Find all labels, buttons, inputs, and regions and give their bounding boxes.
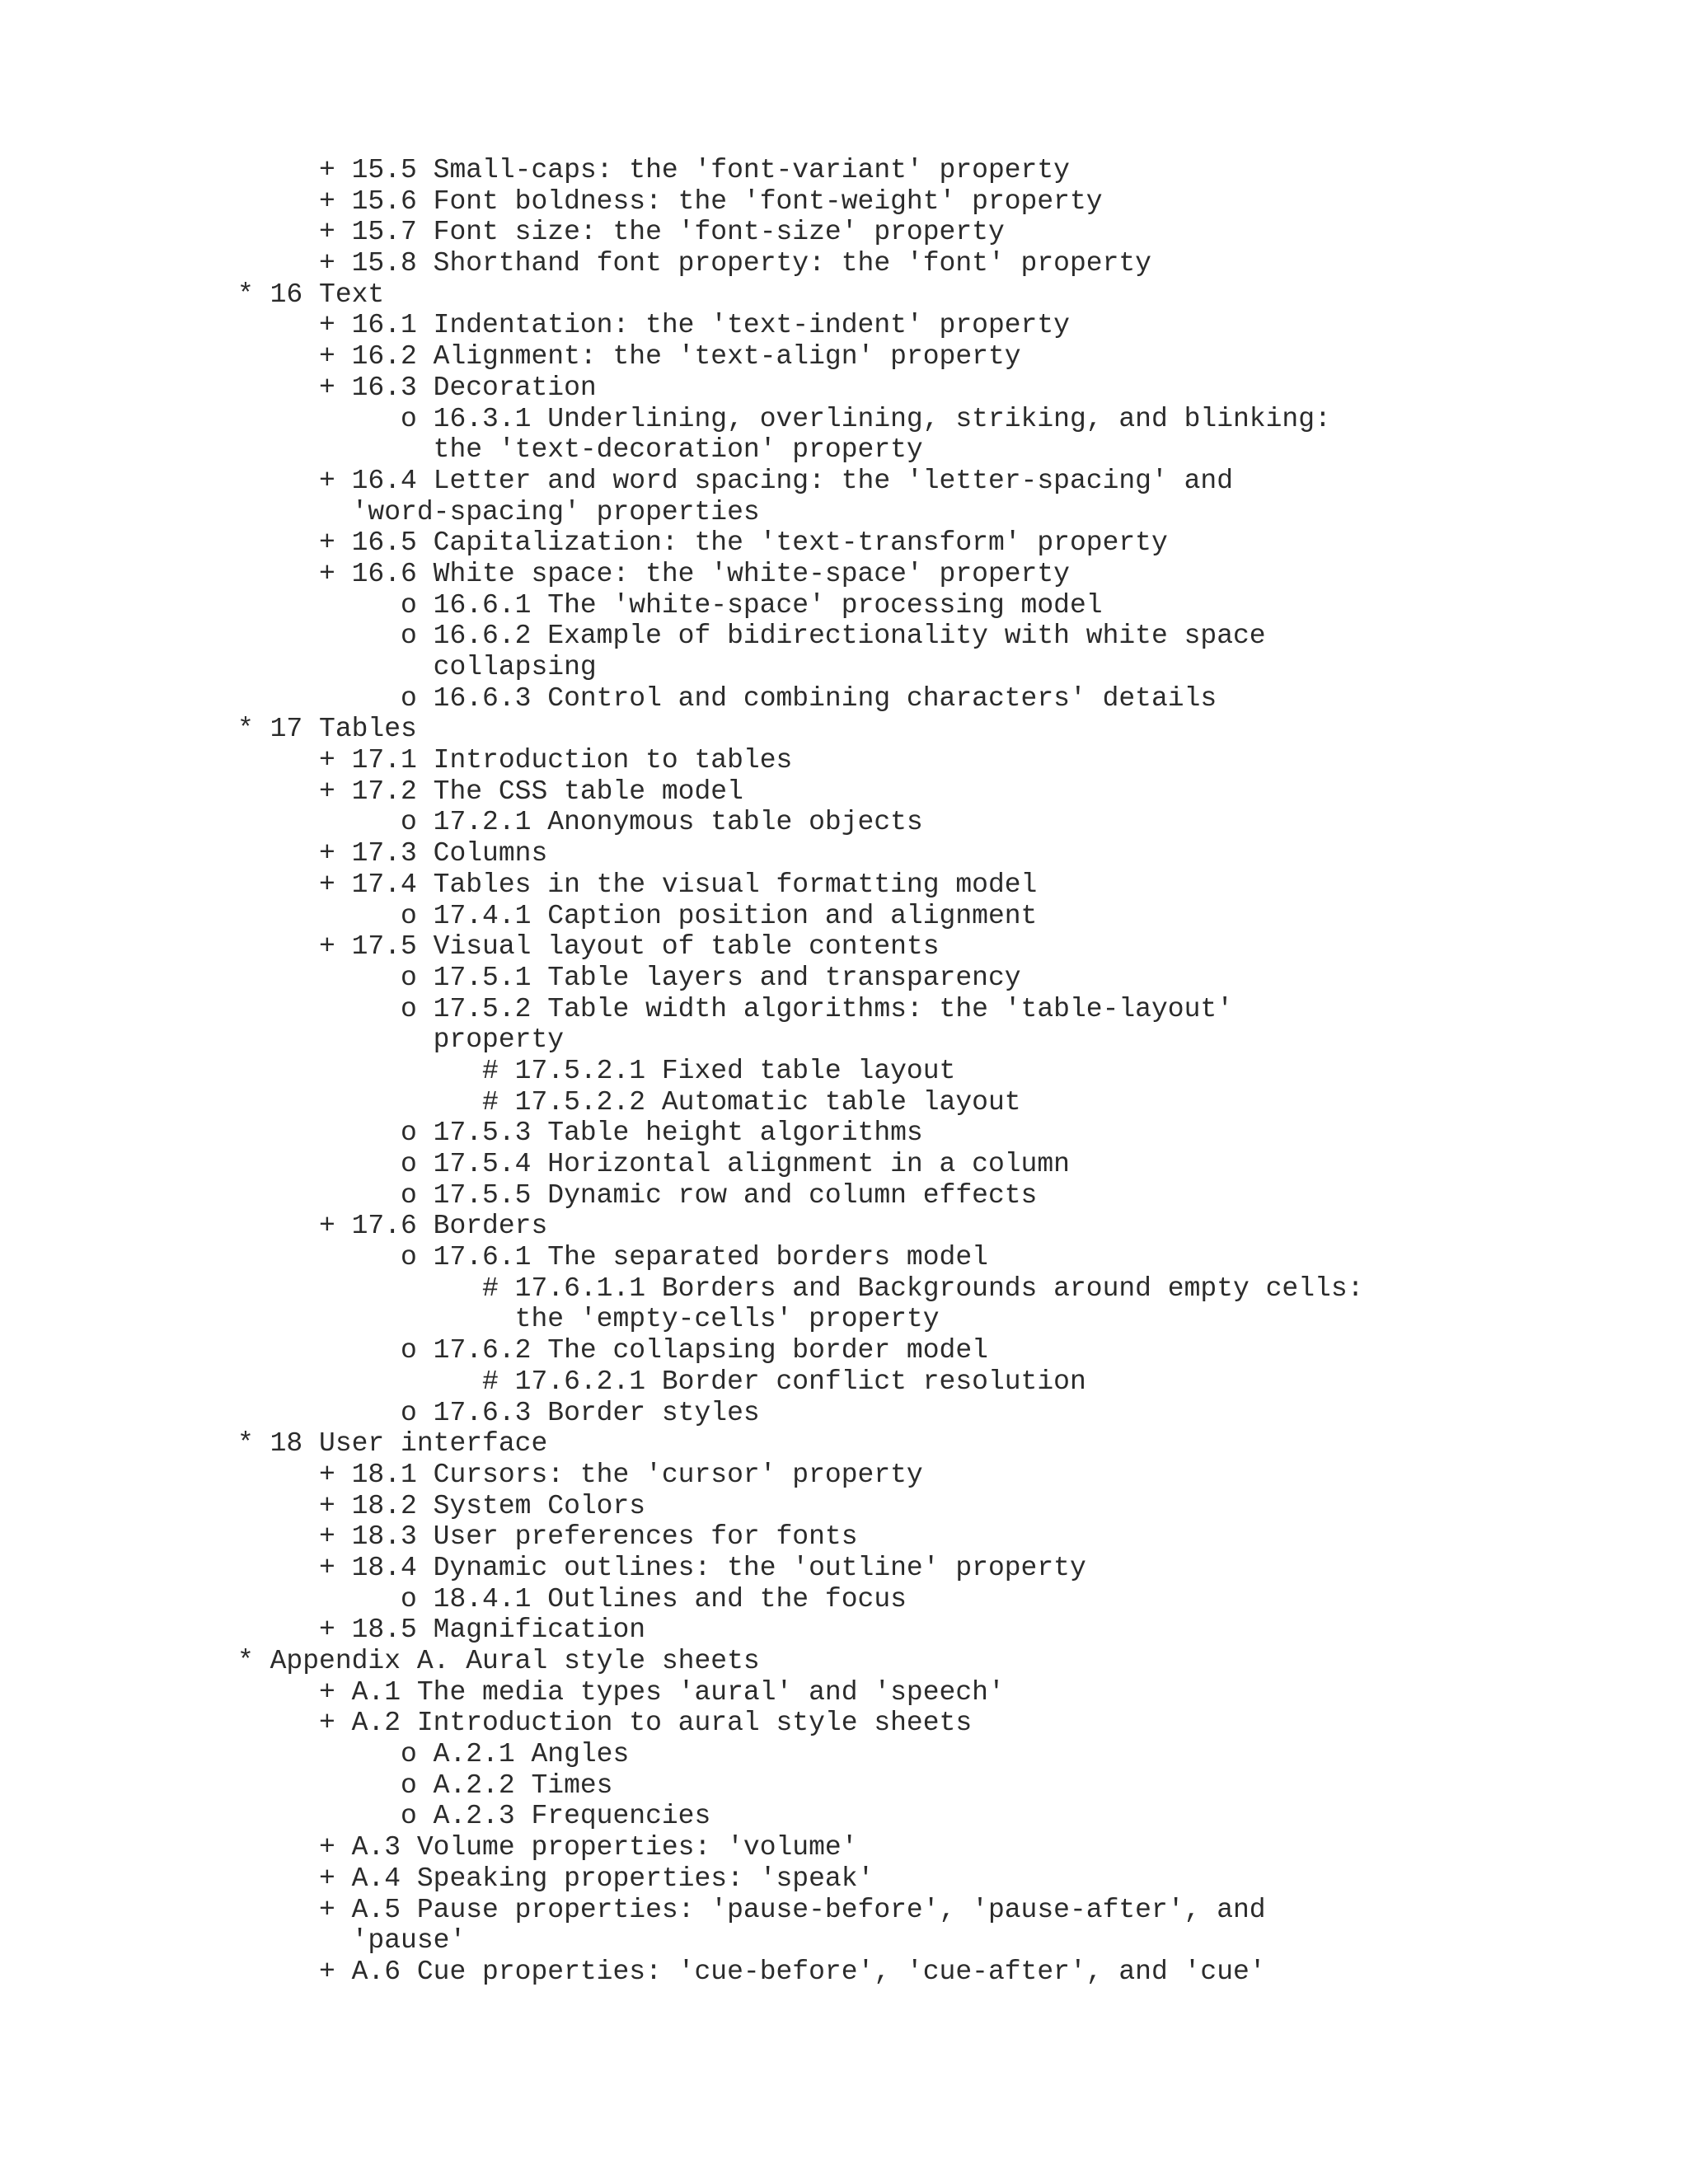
toc-line: o 17.2.1 Anonymous table objects: [237, 807, 923, 838]
toc-line: + 17.1 Introduction to tables: [237, 745, 793, 776]
toc-line: property: [237, 1024, 565, 1056]
toc-line: + 18.4 Dynamic outlines: the 'outline' property: [237, 1552, 1086, 1583]
toc-line: + 16.2 Alignment: the 'text-align' property: [237, 341, 1021, 373]
toc-line: + A.2 Introduction to aural style sheets: [237, 1708, 973, 1739]
toc-line: + 15.5 Small-caps: the 'font-variant' property: [237, 155, 1070, 185]
toc-line: + 18.2 System Colors: [237, 1490, 646, 1521]
toc-line: o 17.5.5 Dynamic row and column effects: [237, 1179, 1038, 1211]
toc-line: + 16.6 White space: the 'white-space' property: [237, 558, 1070, 589]
toc-line: + 15.7 Font size: the 'font-size' property: [237, 217, 1005, 248]
toc-line: o 16.6.3 Control and combining characters' details: [237, 682, 1217, 714]
toc-line: + 15.6 Font boldness: the 'font-weight' property: [237, 185, 1103, 217]
toc-line: o 17.4.1 Caption position and alignment: [237, 900, 1038, 931]
toc-line: + A.5 Pause properties: 'pause-before', 'pause-after', and: [237, 1894, 1266, 1925]
toc-line: o 16.6.2 Example of bidirectionality with white space: [237, 621, 1266, 652]
toc-line: + 18.3 User preferences for fonts: [237, 1521, 858, 1553]
toc-line: * 17 Tables: [237, 714, 417, 745]
toc-line: o A.2.2 Times: [237, 1769, 613, 1801]
toc-line: o A.2.3 Frequencies: [237, 1801, 711, 1832]
toc-line: * 16 Text: [237, 279, 385, 310]
toc-line: + 17.2 The CSS table model: [237, 776, 743, 807]
toc-line: * Appendix A. Aural style sheets: [237, 1646, 760, 1676]
toc-line: collapsing: [237, 652, 597, 682]
toc-line: o 17.6.3 Border styles: [237, 1397, 760, 1428]
toc-line: # 17.5.2.2 Automatic table layout: [237, 1086, 1021, 1118]
toc-line: * 18 User interface: [237, 1428, 548, 1460]
toc-line: + 16.1 Indentation: the 'text-indent' property: [237, 310, 1070, 341]
toc-line: + A.6 Cue properties: 'cue-before', 'cue-after', and 'cue': [237, 1956, 1266, 1987]
toc-line: + 18.5 Magnification: [237, 1615, 646, 1646]
toc-line: the 'empty-cells' property: [237, 1304, 940, 1335]
toc-line: o A.2.1 Angles: [237, 1739, 630, 1770]
toc-line: + 17.5 Visual layout of table contents: [237, 931, 940, 963]
toc-line: # 17.6.1.1 Borders and Backgrounds around empty cells:: [237, 1272, 1364, 1304]
toc-line: + 16.4 Letter and word spacing: the 'letter-spacing' and: [237, 465, 1233, 496]
toc-line: 'pause': [237, 1925, 467, 1957]
toc-line: + A.1 The media types 'aural' and 'speech': [237, 1676, 1005, 1708]
toc-line: + A.4 Speaking properties: 'speak': [237, 1863, 874, 1894]
toc-line: o 16.6.1 The 'white-space' processing model: [237, 589, 1103, 621]
toc-line: the 'text-decoration' property: [237, 434, 923, 466]
toc-line: o 17.6.2 The collapsing border model: [237, 1335, 988, 1366]
table-of-contents: [237, 155, 1363, 1988]
toc-line: # 17.5.2.1 Fixed table layout: [237, 1055, 956, 1086]
toc-line: + 18.1 Cursors: the 'cursor' property: [237, 1459, 923, 1490]
toc-line: + 15.8 Shorthand font property: the 'font' property: [237, 248, 1151, 279]
toc-line: o 17.6.1 The separated borders model: [237, 1242, 988, 1273]
toc-line: + 17.6 Borders: [237, 1211, 548, 1242]
toc-line: o 16.3.1 Underlining, overlining, striking, and blinking:: [237, 403, 1331, 434]
toc-line: + 17.4 Tables in the visual formatting model: [237, 869, 1038, 900]
toc-line: o 17.5.1 Table layers and transparency: [237, 962, 1021, 993]
toc-line: + 16.3 Decoration: [237, 372, 597, 403]
toc-line: o 17.5.4 Horizontal alignment in a column: [237, 1149, 1070, 1179]
toc-line: o 18.4.1 Outlines and the focus: [237, 1583, 907, 1615]
toc-line: o 17.5.3 Table height algorithms: [237, 1118, 923, 1149]
toc-line: + 17.3 Columns: [237, 838, 548, 869]
toc-line: o 17.5.2 Table width algorithms: the 'table-layout': [237, 993, 1233, 1024]
toc-line: + A.3 Volume properties: 'volume': [237, 1832, 858, 1863]
toc-line: # 17.6.2.1 Border conflict resolution: [237, 1366, 1086, 1397]
toc-line: 'word-spacing' properties: [237, 496, 760, 527]
toc-line: + 16.5 Capitalization: the 'text-transform' property: [237, 527, 1168, 559]
